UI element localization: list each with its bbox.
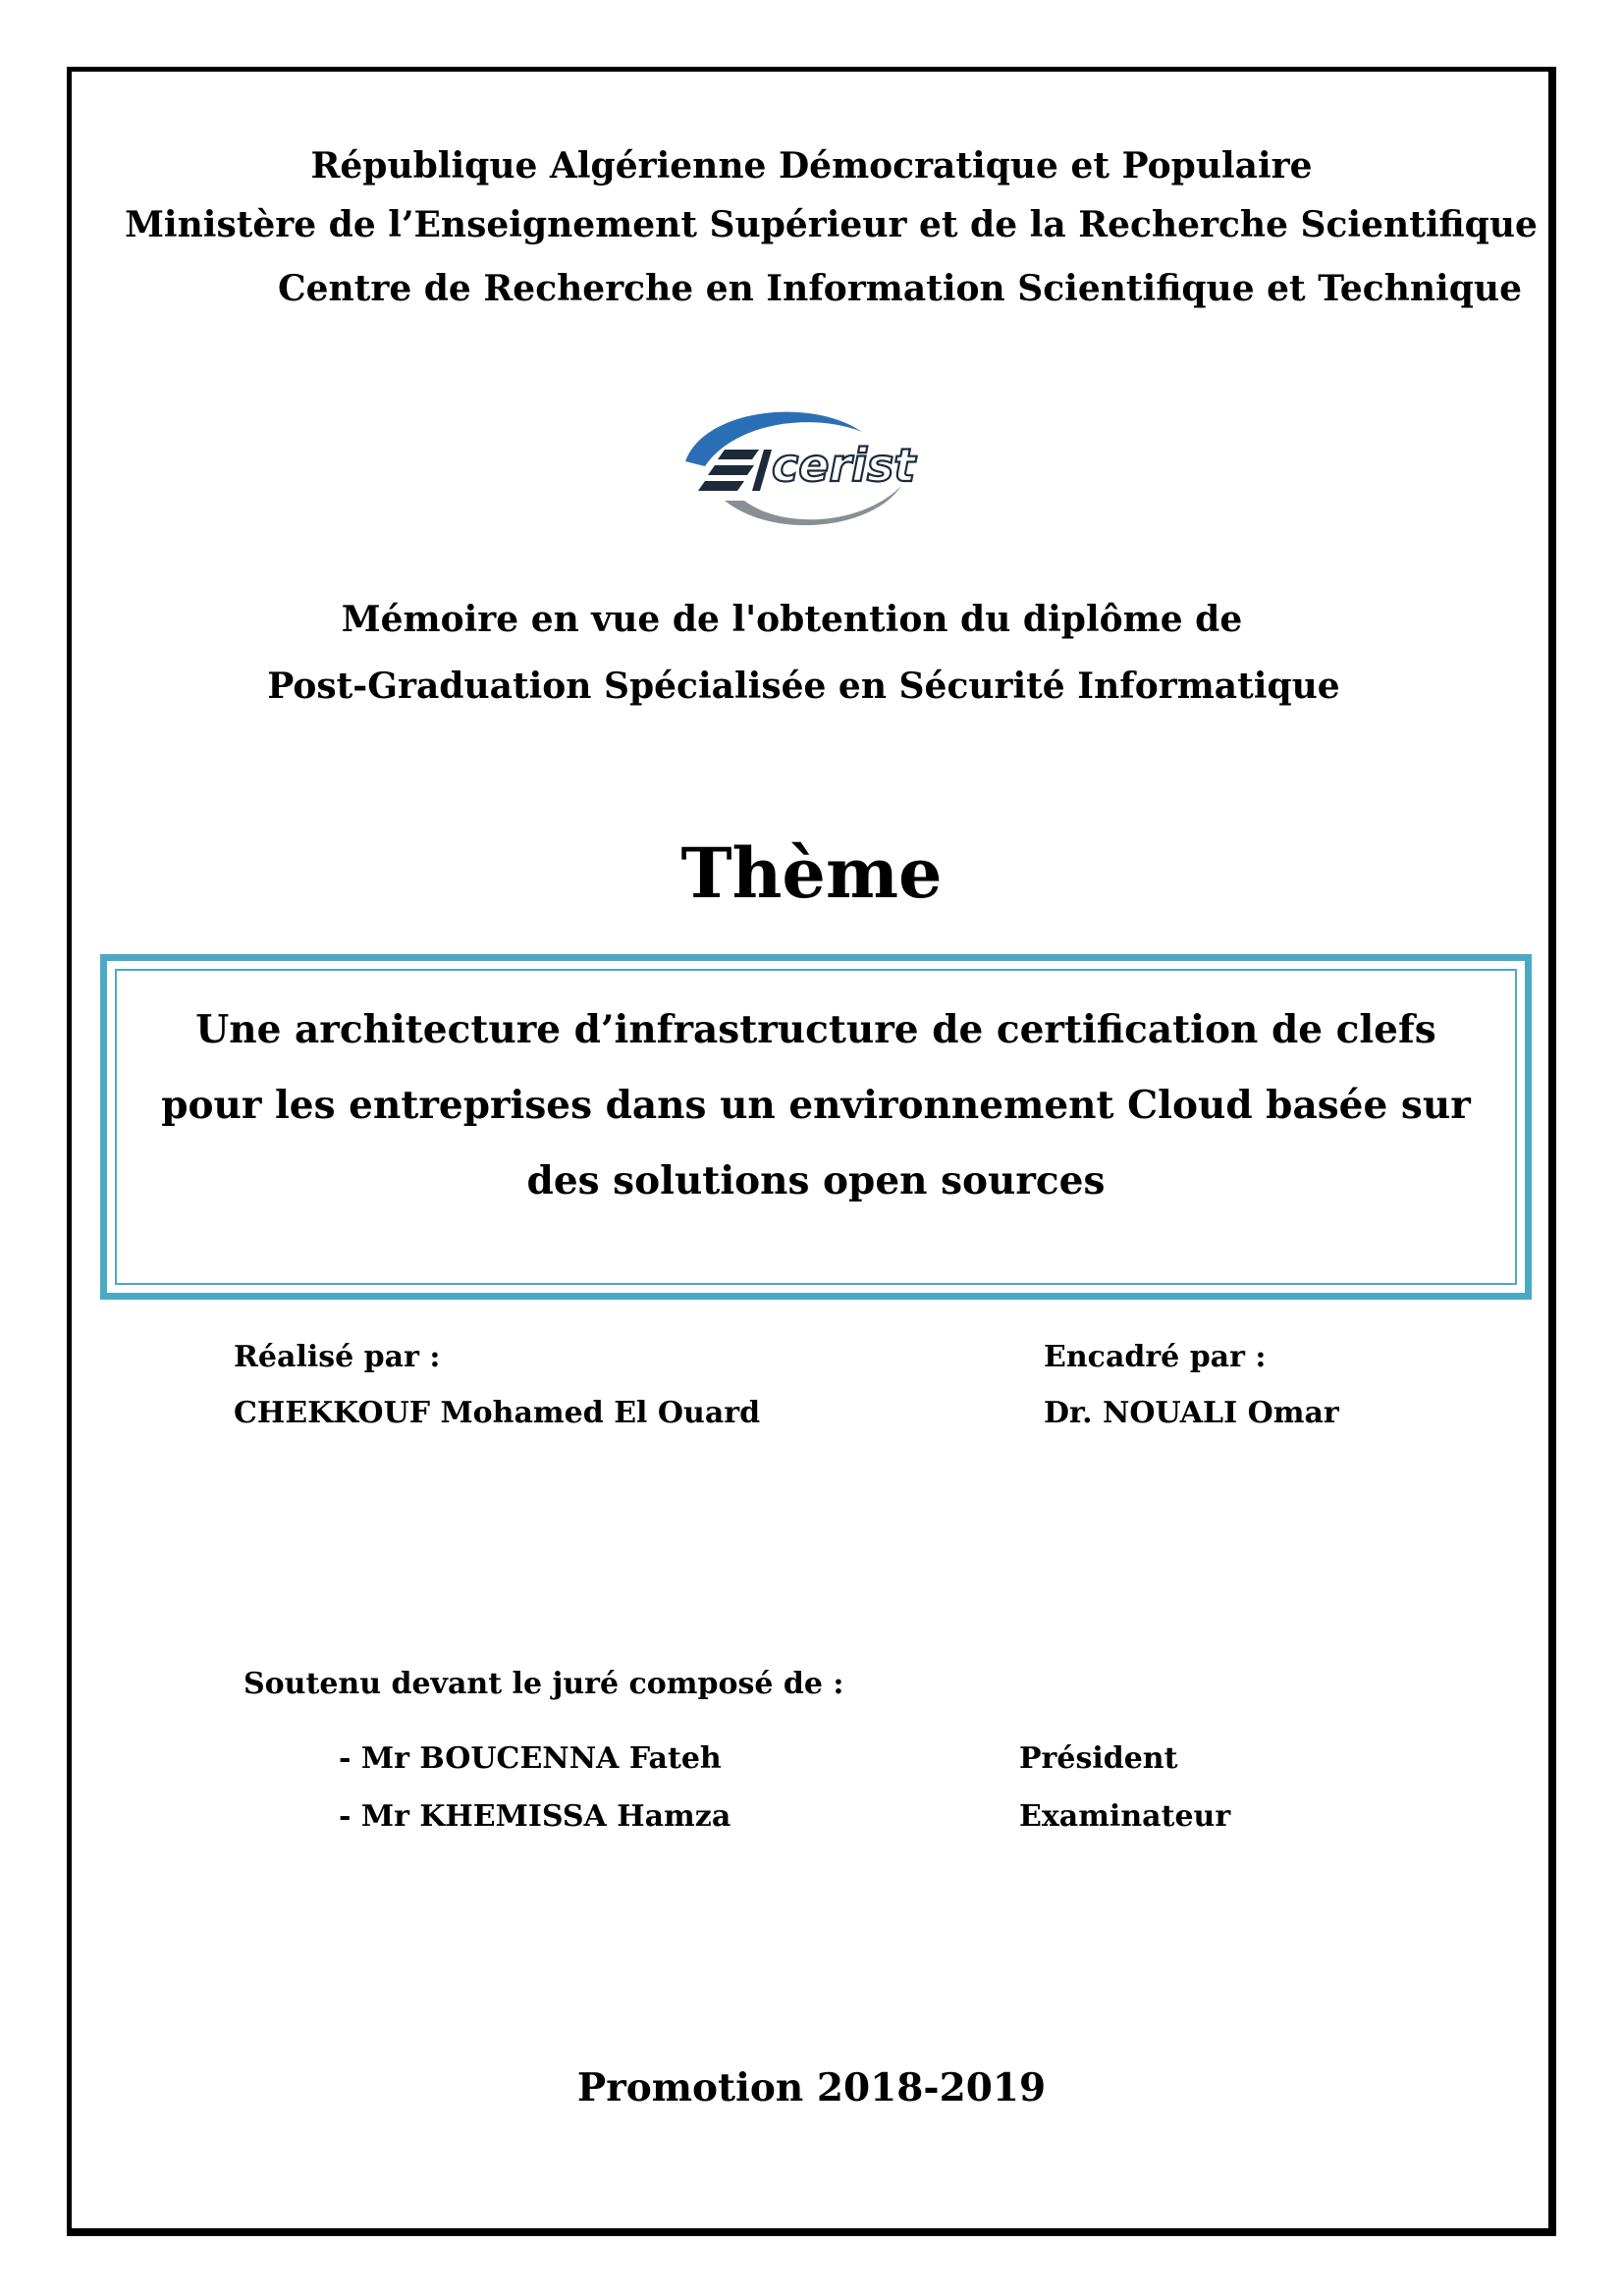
author-label: Réalisé par : — [234, 1340, 441, 1374]
republic-heading: République Algérienne Démocratique et Populaire — [310, 145, 1313, 187]
subject-box — [100, 954, 1532, 1300]
cerist-logo-text: cerist — [772, 439, 916, 492]
subject-title — [107, 992, 1525, 1219]
jury-member-name: - Mr BOUCENNA Fateh — [339, 1741, 722, 1776]
jury-member-role: Examinateur — [1019, 1799, 1231, 1834]
theme-heading: Thème — [680, 832, 943, 914]
subject-line-1: Une architecture d’infrastructure de certification de clefs — [195, 1007, 1436, 1052]
center-heading: Centre de Recherche en Information Scientifique et Technique — [278, 268, 1522, 309]
cerist-logo-icon — [666, 393, 980, 540]
author-name: CHEKKOUF Mohamed El Ouard — [234, 1396, 761, 1430]
ministry-heading: Ministère de l’Enseignement Supérieur et de la Recherche Scientifique — [125, 204, 1538, 245]
supervisor-label: Encadré par : — [1044, 1340, 1267, 1374]
jury-member-role: Président — [1019, 1741, 1178, 1776]
promotion-footer: Promotion 2018-2019 — [576, 2065, 1047, 2110]
supervisor-name: Dr. NOUALI Omar — [1044, 1396, 1339, 1430]
subject-line-3: des solutions open sources — [526, 1158, 1106, 1203]
memoire-line-1: Mémoire en vue de l'obtention du diplôme de — [341, 599, 1243, 640]
jury-member-name: - Mr KHEMISSA Hamza — [339, 1799, 731, 1834]
memoire-line-2: Post-Graduation Spécialisée en Sécurité Informatique — [267, 666, 1340, 707]
subject-line-2: pour les entreprises dans un environnement Cloud basée sur — [161, 1083, 1471, 1128]
jury-label: Soutenu devant le juré composé de : — [243, 1667, 844, 1701]
